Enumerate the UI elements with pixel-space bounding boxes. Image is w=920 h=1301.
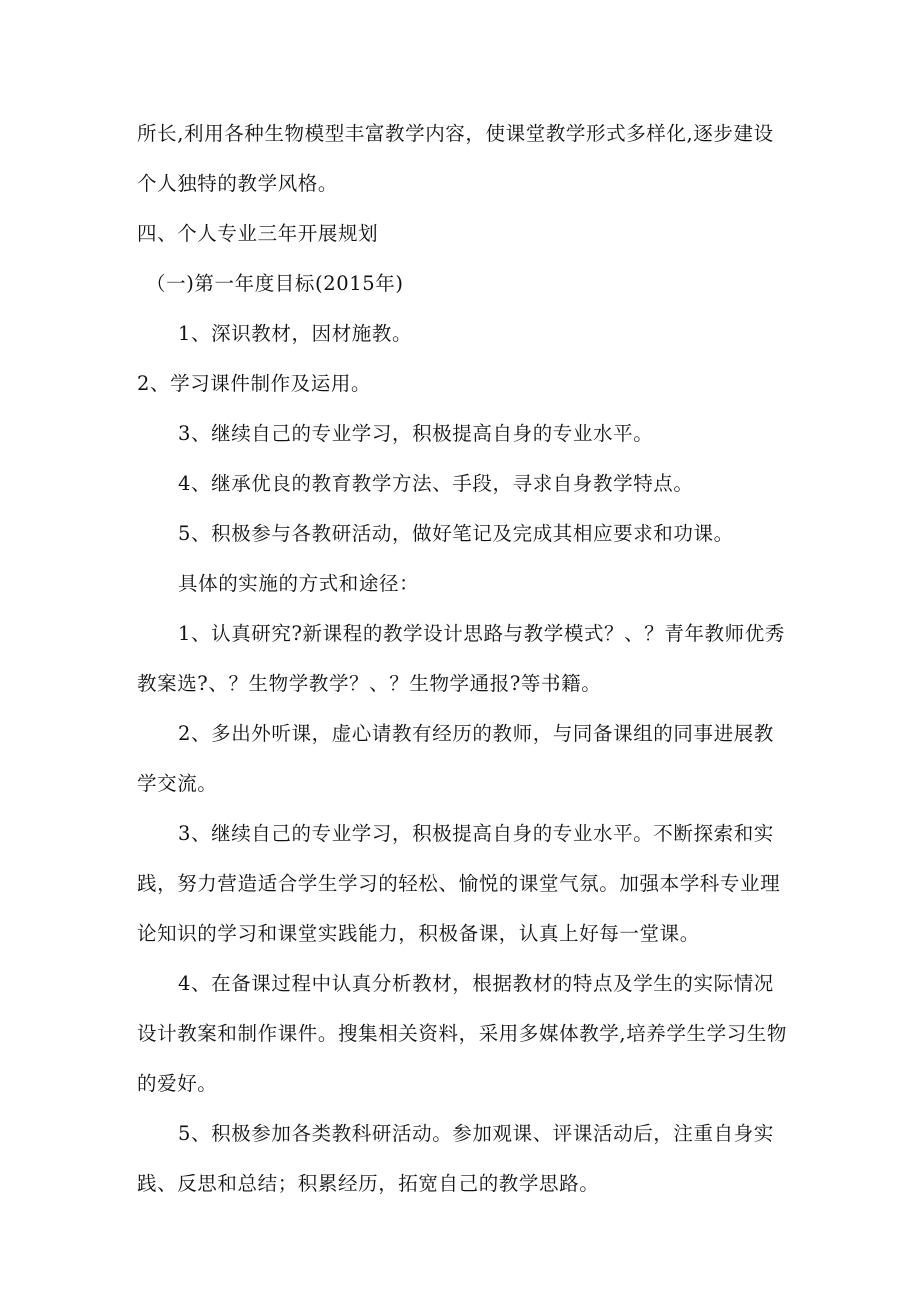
section-heading: 四、个人专业三年开展规划 bbox=[137, 222, 379, 245]
paragraph-line: 践，努力营造适合学生学习的轻松、愉悦的课堂气氛。加强本学科专业理 bbox=[137, 872, 781, 895]
paragraph-line: 所长,利用各种生物模型丰富教学内容，使课堂教学形式多样化,逐步建设 bbox=[137, 122, 774, 145]
paragraph-line: 2、多出外听课，虚心请教有经历的教师，与同备课组的同事进展教 bbox=[178, 722, 774, 745]
paragraph-line: 个人独特的教学风格。 bbox=[137, 172, 339, 195]
list-item: 4、继承优良的教育教学方法、手段，寻求自身教学特点。 bbox=[178, 472, 694, 495]
paragraph-heading: 具体的实施的方式和途径： bbox=[178, 572, 420, 595]
paragraph-line: 5、积极参加各类教科研活动。参加观课、评课活动后，注重自身实 bbox=[178, 1122, 774, 1145]
paragraph-line: 教案选?、？生物学教学？、？生物学通报?等书籍。 bbox=[137, 672, 602, 695]
paragraph-line: 的爱好。 bbox=[137, 1072, 218, 1095]
paragraph-line: 学交流。 bbox=[137, 772, 218, 795]
list-item: 5、积极参与各教研活动，做好笔记及完成其相应要求和功课。 bbox=[178, 522, 734, 545]
paragraph-line: 4、在备课过程中认真分析教材，根据教材的特点及学生的实际情况 bbox=[178, 972, 774, 995]
paragraph-line: 3、继续自己的专业学习，积极提高自身的专业水平。不断探索和实 bbox=[178, 822, 774, 845]
paragraph-line: 践、反思和总结；积累经历，拓宽自己的教学思路。 bbox=[137, 1172, 600, 1195]
paragraph-line: 设计教案和制作课件。搜集相关资料，采用多媒体教学,培养学生学习生物 bbox=[137, 1022, 787, 1045]
subsection-heading: （一)第一年度目标(2015年) bbox=[146, 272, 404, 295]
paragraph-line: 论知识的学习和课堂实践能力，积极备课，认真上好每一堂课。 bbox=[137, 922, 700, 945]
list-item: 1、深识教材，因材施教。 bbox=[178, 322, 413, 345]
list-item: 3、继续自己的专业学习，积极提高自身的专业水平。 bbox=[178, 422, 654, 445]
list-item: 2、学习课件制作及运用。 bbox=[137, 372, 372, 395]
paragraph-line: 1、认真研究?新课程的教学设计思路与教学模式？、？青年教师优秀 bbox=[178, 622, 785, 645]
